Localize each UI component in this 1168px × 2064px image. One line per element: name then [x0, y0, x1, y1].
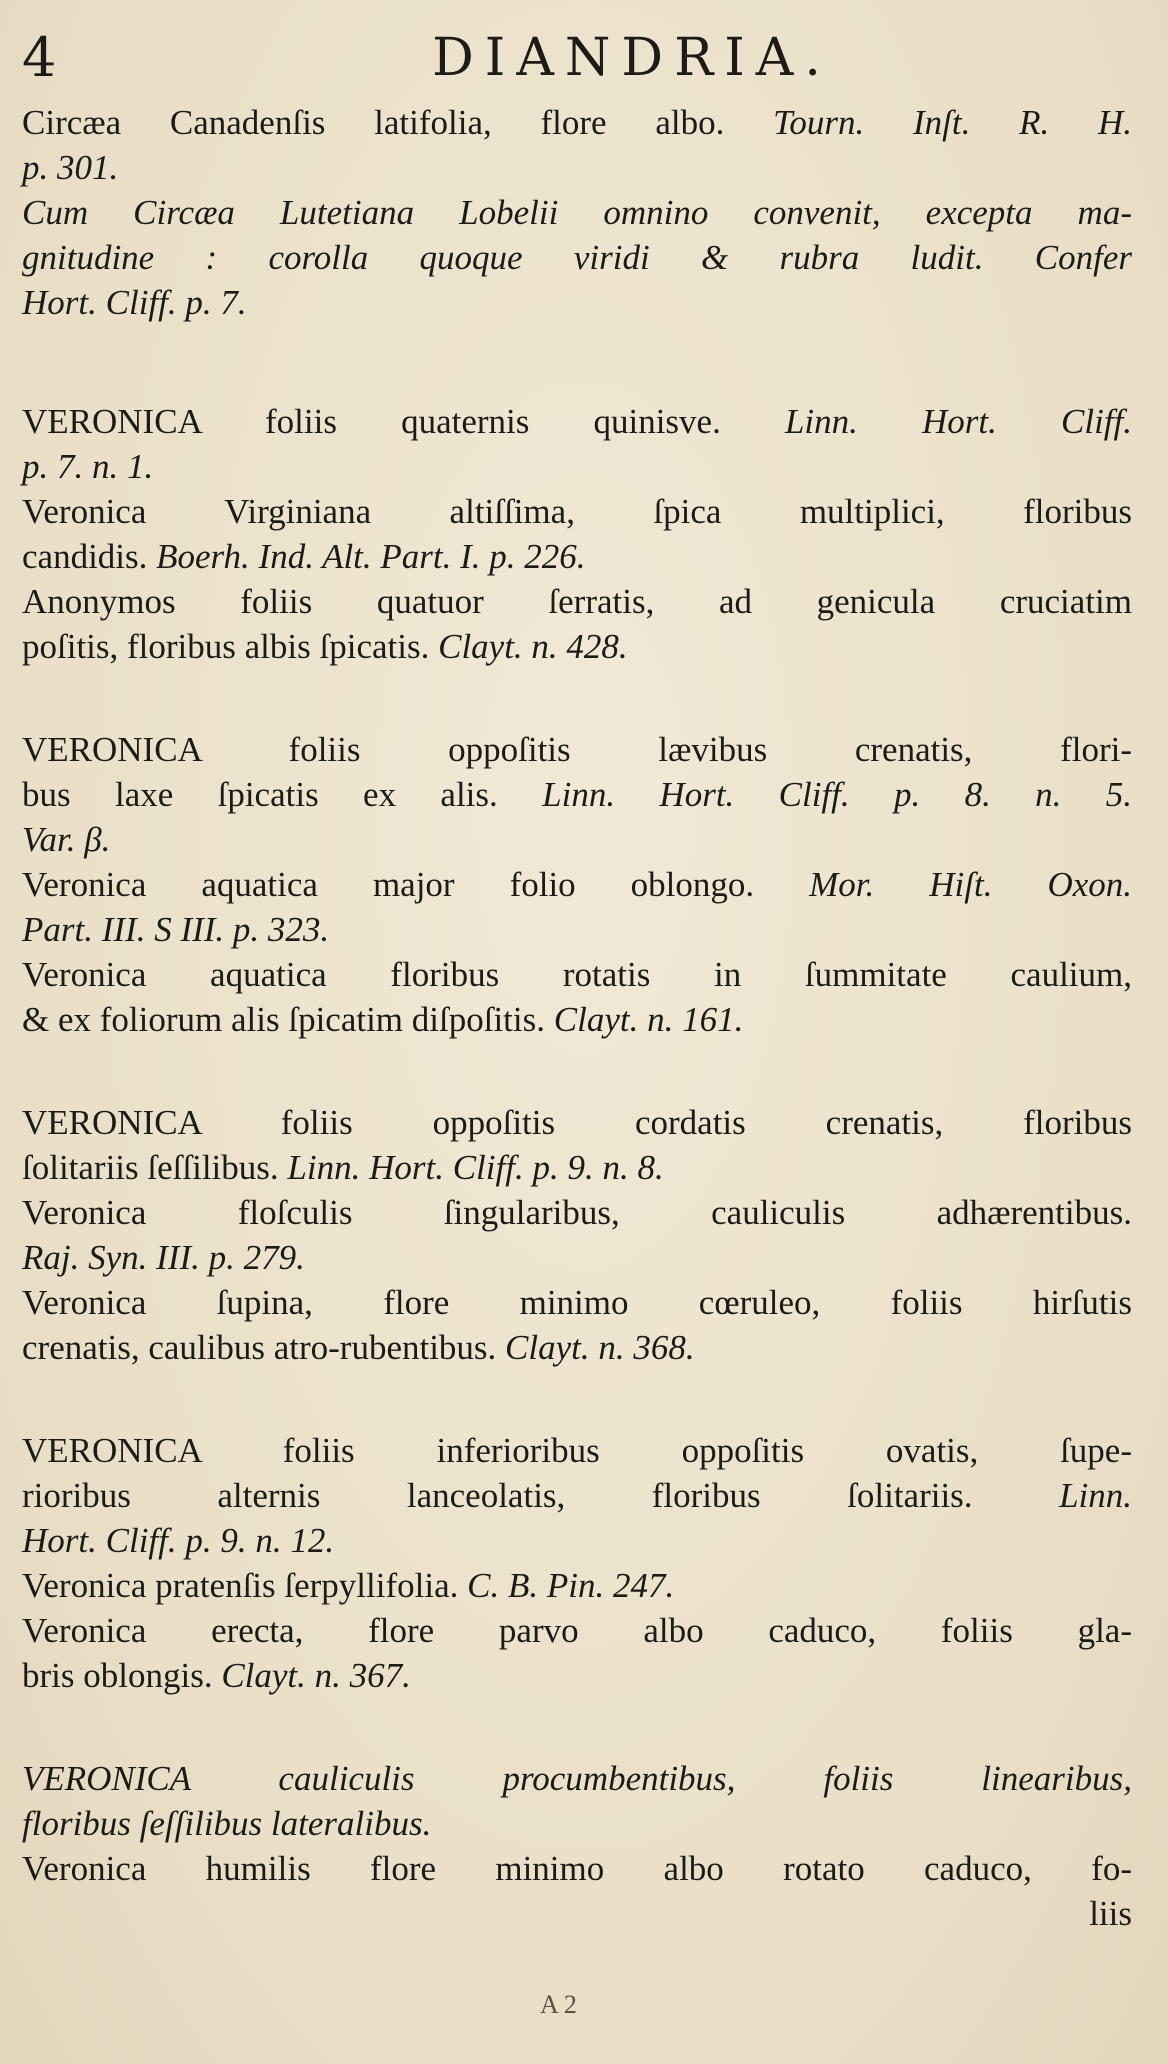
text-line: VERONICA foliis quaternis quinisve. Linn. Hort. Cliff.	[22, 402, 1132, 441]
body-text	[22, 100, 1132, 1936]
entry-circaea	[22, 100, 1132, 325]
entry-veronica-4	[22, 1428, 1132, 1698]
entry-veronica-2	[22, 727, 1132, 1042]
text-line: & ex foliorum alis ſpicatim diſpoſitis. Clayt. n. 161.	[22, 1000, 744, 1039]
page-number: 4	[22, 26, 57, 89]
text-line: bris oblongis. Clayt. n. 367.	[22, 1656, 411, 1695]
text-line: candidis. Boerh. Ind. Alt. Part. I. p. 226.	[22, 537, 586, 576]
text-line: VERONICA foliis inferioribus oppoſitis ovatis, ſupe-	[22, 1431, 1132, 1470]
signature-mark: A 2	[540, 1990, 577, 2019]
text-line: p. 301.	[22, 148, 119, 187]
text-line: bus laxe ſpicatis ex alis. Linn. Hort. Cliff. p. 8. n. 5.	[22, 775, 1133, 814]
text-line: Var. β.	[22, 820, 111, 859]
text-line: VERONICA cauliculis procumbentibus, foliis linearibus,	[22, 1759, 1132, 1798]
text-line: Veronica humilis flore minimo albo rotato caduco, fo-	[22, 1849, 1132, 1888]
text-line: Raj. Syn. III. p. 279.	[22, 1238, 305, 1277]
text-line: crenatis, caulibus atro-rubentibus. Clayt. n. 368.	[22, 1328, 695, 1367]
text-line: floribus ſeſſilibus lateralibus.	[22, 1804, 432, 1843]
text-line: Cum Circæa Lutetiana Lobelii omnino convenit, excepta ma-	[22, 193, 1132, 232]
entry-veronica-5	[22, 1756, 1132, 1936]
text-line: liis	[1089, 1894, 1132, 1933]
text-line: Veronica aquatica floribus rotatis in ſummitate caulium,	[22, 955, 1132, 994]
header-title: DIANDRIA.	[432, 28, 832, 88]
entry-veronica-3	[22, 1100, 1132, 1370]
text-line: Circæa Canadenſis latifolia, flore albo. Tourn. Inſt. R. H.	[22, 103, 1132, 142]
text-line: Veronica floſculis ſingularibus, cauliculis adhærentibus.	[22, 1193, 1132, 1232]
text-line: poſitis, floribus albis ſpicatis. Clayt. n. 428.	[22, 627, 628, 666]
text-line: VERONICA foliis oppoſitis lævibus crenatis, flori-	[22, 730, 1132, 769]
text-line: ſolitariis ſeſſilibus. Linn. Hort. Cliff. p. 9. n. 8.	[22, 1148, 664, 1187]
text-line: Veronica ſupina, flore minimo cœruleo, foliis hirſutis	[22, 1283, 1132, 1322]
text-line: VERONICA foliis oppoſitis cordatis crenatis, floribus	[22, 1103, 1132, 1142]
text-line: Veronica aquatica major folio oblongo. Mor. Hiſt. Oxon.	[22, 865, 1133, 904]
text-line: Hort. Cliff. p. 9. n. 12.	[22, 1521, 335, 1560]
text-line: Veronica pratenſis ſerpyllifolia. C. B. Pin. 247.	[22, 1566, 675, 1605]
text-line: Veronica Virginiana altiſſima, ſpica multiplici, floribus	[22, 492, 1132, 531]
text-line: gnitudine : corolla quoque viridi & rubra ludit. Confer	[22, 238, 1132, 277]
text-line: Anonymos foliis quatuor ſerratis, ad genicula cruciatim	[22, 582, 1132, 621]
text-line: Part. III. S III. p. 323.	[22, 910, 330, 949]
text-line: rioribus alternis lanceolatis, floribus ſolitariis. Linn.	[22, 1476, 1133, 1515]
text-line: Hort. Cliff. p. 7.	[22, 283, 247, 322]
text-line: Veronica erecta, flore parvo albo caduco, foliis gla-	[22, 1611, 1132, 1650]
entry-veronica-1	[22, 399, 1132, 669]
running-head	[22, 18, 1132, 100]
text-line: p. 7. n. 1.	[22, 447, 154, 486]
